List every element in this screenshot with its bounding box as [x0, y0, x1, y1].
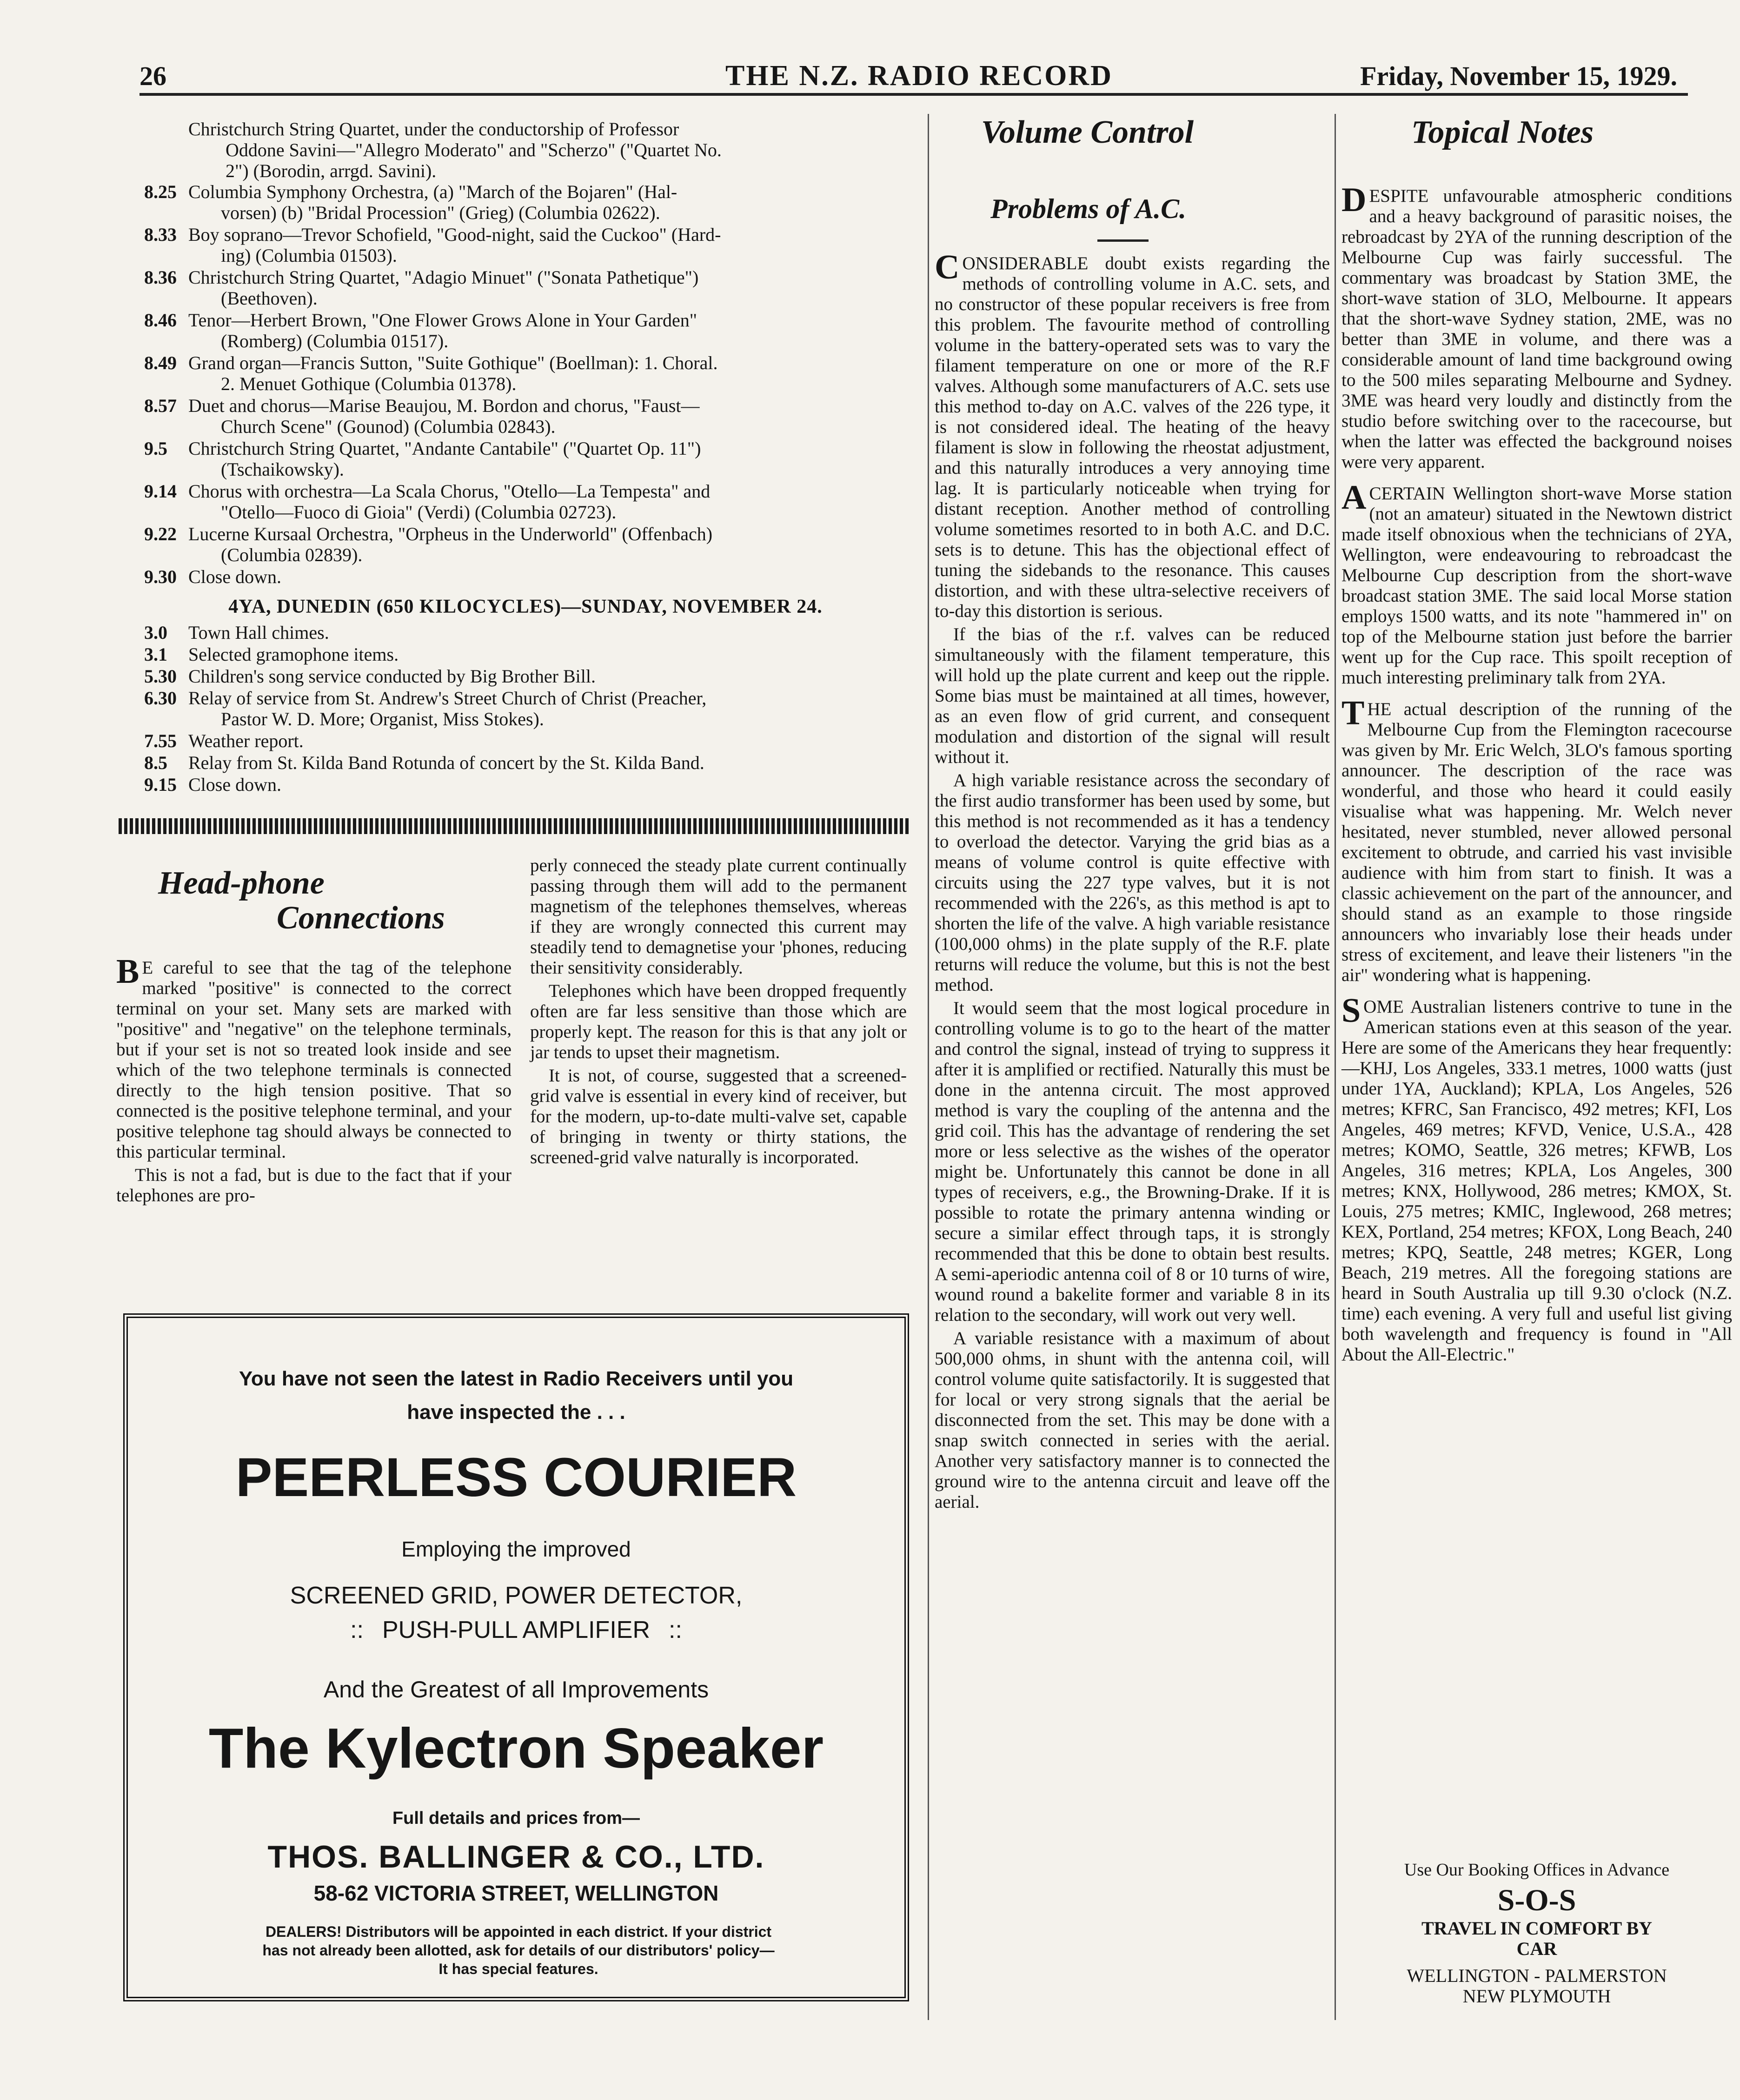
article-paragraph: This is not a fad, but is due to the fact that if your telephones are pro-	[116, 1165, 511, 1206]
program-description	[188, 438, 907, 480]
program-time: 9.30	[144, 566, 177, 587]
program-line: ing) (Columbia 01503).	[221, 245, 397, 266]
volume-title: Volume Control	[981, 114, 1194, 150]
program-description	[188, 688, 907, 729]
ad-greatest: And the Greatest of all Improvements	[323, 1676, 709, 1703]
drop-cap: A	[1342, 478, 1367, 517]
program-description	[188, 644, 907, 665]
program-line: (Romberg) (Columbia 01517).	[221, 331, 449, 351]
article-paragraph: It would seem that the most logical procedure in controlling volume is to go to the heart of the matter and control the signal, instead of trying to suppress it after it is amplified or rectified. Naturally this must be done in the antenna circuit. The most approved method is vary the coupling of the antenna and the grid coil. This has the advantage of rendering the set more or less selective as the wishes of the operator might be. Unfortunately this cannot be done in all types of receivers, e.g., the Browning-Drake. If it is possible to rotate the primary antenna winding or secure a similar effect through taps, it is strongly recommended that this be done to obtain best results. A semi-aperiodic antenna coil of 8 or 10 turns of wire, wound round a bakelite former and variable 8 in its relation to the secondary, will work out very well.	[935, 998, 1330, 1325]
article-paragraph: A variable resistance with a maximum of about 500,000 ohms, in shunt with the antenna coil, will control volume quite satisfactorily. It is suggested that for local or very strong signals that the aerial be disconnected from the set. This may be done with a snap switch connected in series with the aerial. Another very satisfactory manner is to connected the ground wire to the antenna circuit and leave off the aerial.	[935, 1328, 1330, 1512]
subtitle-rule	[1097, 239, 1149, 242]
ad-brand: PEERLESS COURIER	[235, 1447, 797, 1508]
ornamental-divider	[119, 818, 909, 834]
header-rule	[139, 93, 1688, 96]
drop-cap: T	[1342, 694, 1365, 732]
drop-cap: B	[116, 953, 139, 991]
program-time: 3.1	[144, 644, 167, 665]
program-description	[188, 352, 907, 394]
program-time: 9.14	[144, 481, 177, 502]
program-time: 8.25	[144, 181, 177, 202]
ad-address: 58-62 VICTORIA STREET, WELLINGTON	[313, 1881, 719, 1905]
topical-note: THE actual description of the running of the Melbourne Cup from the Flemington racecourse was given by Mr. Eric Welch, 3LO's famous sporting announcer. The description of the race was wonderful, and those who heard it could easily visualise what was happening. Mr. Welch never hesitated, never stumbled, never allowed personal excitement to obtrude, and carried his vast invisible audience with him from start to finish. It was a classic achievement on the part of the announcer, and should stand as an example to those ringside announcers who invariably lose their heads under stress of excitement, and leave their listeners "in the air" wondering what is happening.	[1342, 694, 1732, 985]
drop-cap: C	[935, 248, 960, 286]
program-line: Grand organ—Francis Sutton, "Suite Gothique" (Boellman): 1. Choral.	[188, 352, 718, 373]
program-line: Children's song service conducted by Big Brother Bill.	[188, 666, 596, 687]
program-line: Selected gramophone items.	[188, 644, 399, 665]
program-line: Christchurch String Quartet, "Andante Cantabile" ("Quartet Op. 11")	[188, 438, 701, 459]
program-time: 8.5	[144, 752, 167, 773]
program-entry	[144, 566, 907, 587]
program-time: 9.15	[144, 774, 177, 795]
sos-places-line: NEW PLYMOUTH	[1462, 1986, 1611, 2007]
program-line: Oddone Savini—"Allegro Moderato" and "Scherzo" ("Quartet No.	[226, 139, 722, 160]
program-description	[188, 566, 907, 587]
peerless-courier-advertisement	[123, 1313, 909, 2001]
program-line: Weather report.	[188, 730, 304, 751]
separator: ::	[669, 1616, 682, 1643]
article-paragraph: CONSIDERABLE doubt exists regarding the methods of controlling volume in A.C. sets, and no constructor of these popular receivers is free from this problem. The favourite method of controlling volume in the battery-operated sets was to vary the filament temperature on one or more of the R.F valves. Although some manufacturers of A.C. sets use this method to-day on A.C. valves of the 226 type, it is not considered ideal. The heating of the heavy filament is slow in following the rheostat adjustment, and this naturally introduces a very annoying time lag. It is particularly noticeable when trying for distant reception. Another method of controlling volume sometimes resorted to in both A.C. and D.C. sets is to detune. This has the objectional effect of tuning the sidebands to the resonance. This causes distortion, and with these ultra-selective receivers of to-day this distortion is serious.	[935, 248, 1330, 621]
program-description	[188, 395, 907, 437]
program-time: 8.49	[144, 352, 177, 373]
headphone-title-line1: Head-phone	[158, 865, 325, 901]
article-paragraph: It is not, of course, suggested that a screened-grid valve is essential in every kind of receiver, but for the modern, up-to-date multi-valve set, capable of bringing in twenty or thirty stations, the screened-grid valve naturally is incorporated.	[530, 1066, 907, 1167]
program-line: Close down.	[188, 774, 281, 795]
program-time: 8.33	[144, 224, 177, 245]
program-lead-in	[144, 119, 907, 181]
issue-date: Friday, November 15, 1929.	[1360, 61, 1677, 91]
program-listing	[144, 119, 907, 796]
sos-travel-line: CAR	[1516, 1938, 1557, 1959]
program-entries	[144, 622, 907, 795]
program-description	[188, 622, 907, 643]
program-time: 9.22	[144, 523, 177, 544]
program-description	[188, 310, 907, 351]
program-entry	[144, 644, 907, 665]
program-line: 2. Menuet Gothique (Columbia 01378).	[221, 373, 517, 394]
program-line: (Tschaikowsky).	[221, 459, 344, 480]
ad-features	[128, 1578, 904, 1647]
program-entry	[144, 310, 907, 351]
ad-dealers-line: has not already been allotted, ask for details of our distributors' policy—	[262, 1942, 775, 1959]
sos-advertisement	[1344, 1860, 1730, 2007]
headphone-column-1	[116, 953, 511, 1209]
program-description	[188, 523, 907, 565]
program-entry	[144, 438, 907, 480]
program-time: 8.46	[144, 310, 177, 331]
program-description	[188, 481, 907, 523]
ad-employing: Employing the improved	[401, 1537, 631, 1561]
program-line: Tenor—Herbert Brown, "One Flower Grows Alone in Your Garden"	[188, 310, 697, 331]
ad-speaker: The Kylectron Speaker	[208, 1716, 824, 1780]
topical-note: DESPITE unfavourable atmospheric conditions and a heavy background of parasitic noises, the rebroadcast by 2YA of the running description of the Melbourne Cup was fairly successful. The commentary was broadcast by Station 3ME, the short-wave station of 3LO, Melbourne. It appears that the short-wave Sydney station, 2ME, was no better than 3ME in volume, and there was a considerable amount of land time background owing to the 500 miles separating Melbourne and Sydney. 3ME was heard very loudly and distinctly from the studio before switching over to the racecourse, but when the latter was effected the background noises were very apparent.	[1342, 181, 1732, 472]
ad-feature-line: SCREENED GRID, POWER DETECTOR,	[290, 1582, 743, 1609]
program-line: 2") (Borodin, arrgd. Savini).	[226, 160, 437, 181]
headphone-column-2	[530, 855, 907, 1171]
ad-dealers-note	[170, 1922, 867, 1978]
program-entry	[144, 352, 907, 394]
ad-intro-line: have inspected the . . .	[407, 1401, 625, 1424]
publication-title: THE N.Z. RADIO RECORD	[725, 60, 1113, 92]
sos-travel	[1344, 1918, 1730, 1959]
headphone-title-line2: Connections	[277, 900, 445, 936]
station-heading: 4YA, DUNEDIN (650 KILOCYCLES)—SUNDAY, NOVEMBER 24.	[228, 596, 823, 617]
drop-cap: S	[1342, 992, 1361, 1030]
program-time: 9.5	[144, 438, 167, 459]
topical-body	[1342, 181, 1732, 1376]
program-time: 6.30	[144, 688, 177, 709]
program-description	[188, 181, 907, 223]
separator: ::	[350, 1616, 364, 1643]
program-description	[188, 752, 907, 773]
program-entry	[144, 523, 907, 565]
topical-note: ACERTAIN Wellington short-wave Morse station (not an amateur) situated in the Newtown district made itself obnoxious when the technicians of 2YA, Wellington, were endeavouring to rebroadcast the Melbourne Cup description from the short-wave broadcast station 3ME. The said local Morse station employs 1500 watts, and its note "hammered in" on top of the Melbourne station just before the barrier went up for the Cup race. This spoilt reception of much interesting preliminary talk from 2YA.	[1342, 478, 1732, 688]
program-line: Christchurch String Quartet, under the conductorship of Professor	[188, 119, 679, 139]
program-line: Church Scene" (Gounod) (Columbia 02843).	[221, 416, 556, 437]
column-divider	[1335, 114, 1336, 2020]
program-line: Christchurch String Quartet, "Adagio Minuet" ("Sonata Pathetique")	[188, 267, 699, 288]
program-description	[188, 224, 907, 266]
article-paragraph: If the bias of the r.f. valves can be reduced simultaneously with the filament temperature, this will hold up the plate current and keep out the ripple. Some bias must be maintained at all times, however, as an even flow of grid current, and consequent modulation and distortion of the signal will result without it.	[935, 624, 1330, 767]
ad-intro-line: You have not seen the latest in Radio Receivers until you	[239, 1367, 794, 1390]
program-time: 8.57	[144, 395, 177, 416]
article-paragraph: Telephones which have been dropped frequently often are far less sensitive than those which are properly kept. The reason for this is that any jolt or jar tends to upset their magnetism.	[530, 981, 907, 1062]
program-line: Town Hall chimes.	[188, 622, 329, 643]
program-time: 3.0	[144, 622, 167, 643]
sos-name: S-O-S	[1497, 1883, 1576, 1917]
program-line: (Beethoven).	[221, 288, 318, 309]
program-entry	[144, 267, 907, 309]
page-number: 26	[139, 61, 166, 91]
ad-feature-row	[128, 1613, 904, 1647]
program-line: Boy soprano—Trevor Schofield, "Good-night, said the Cuckoo" (Hard-	[188, 224, 721, 245]
program-line: Relay of service from St. Andrew's Street Church of Christ (Preacher,	[188, 688, 707, 709]
program-entries	[144, 181, 907, 587]
program-line: Columbia Symphony Orchestra, (a) "March of the Bojaren" (Hal-	[188, 181, 677, 202]
ad-company: THOS. BALLINGER & CO., LTD.	[267, 1839, 765, 1875]
program-entry	[144, 481, 907, 523]
sos-places	[1344, 1966, 1730, 2007]
topical-title: Topical Notes	[1411, 114, 1594, 150]
program-line: Pastor W. D. More; Organist, Miss Stokes).	[221, 709, 544, 729]
program-entry	[144, 666, 907, 687]
program-line: Relay from St. Kilda Band Rotunda of concert by the St. Kilda Band.	[188, 752, 704, 773]
program-line: (Columbia 02839).	[221, 544, 363, 565]
ad-intro	[128, 1362, 904, 1429]
volume-body	[935, 248, 1330, 1515]
program-description	[188, 730, 907, 751]
drop-cap: D	[1342, 181, 1367, 219]
ad-dealers-line: DEALERS! Distributors will be appointed in each district. If your district	[265, 1923, 772, 1940]
program-line: Duet and chorus—Marise Beaujou, M. Bordon and chorus, "Faust—	[188, 395, 700, 416]
program-description	[188, 666, 907, 687]
program-description	[188, 774, 907, 795]
ad-dealers-line: It has special features.	[438, 1961, 598, 1977]
program-time: 5.30	[144, 666, 177, 687]
program-line: vorsen) (b) "Bridal Procession" (Grieg) (Columbia 02622).	[221, 202, 660, 223]
article-paragraph: A high variable resistance across the secondary of the first audio transformer has been used by some, but this method is not recommended as it has a tendency to overload the detector. Varying the grid bias as a means of volume control is quite effective with circuits using the 227 type valves, but it is not recommended with the 226's, as this method is apt to shorten the life of the valve. A high variable resistance (100,000 ohms) in the plate supply of the R.F. plate returns will reduce the volume, but this is not the best method.	[935, 770, 1330, 995]
program-entry	[144, 622, 907, 643]
program-line: "Otello—Fuoco di Gioia" (Verdi) (Columbia 02723).	[221, 502, 617, 523]
program-entry	[144, 181, 907, 223]
volume-subtitle: Problems of A.C.	[990, 193, 1187, 224]
program-line: Chorus with orchestra—La Scala Chorus, "Otello—La Tempesta" and	[188, 481, 711, 502]
topical-note: SOME Australian listeners contrive to tune in the American stations even at this season of the year. Here are some of the Americans they hear frequently:—KHJ, Los Angeles, 333.1 metres, 1000 watts (just under 1YA, Auckland); KPLA, Los Angeles, 526 metres; KFRC, San Francisco, 492 metres; KFI, Los Angeles, 469 metres; KFVD, Venice, U.S.A., 428 metres; KOMO, Seattle, 326 metres; KFWB, Los Angeles, 316 metres; KPLA, Los Angeles, 300 metres; KNX, Hollywood, 286 metres; KMOX, St. Louis, 275 metres; KMIC, Inglewood, 268 metres; KEX, Portland, 254 metres; KFOX, Long Beach, 240 metres; KPQ, Seattle, 248 metres; KGER, Long Beach, 219 metres. All the foregoing stations are heard in South Australia up till 9.30 o'clock (N.Z. time) each evening. A very full and useful list giving both wavelength and frequency is found in "All About the All-Electric."	[1342, 992, 1732, 1365]
program-line: Close down.	[188, 566, 281, 587]
program-entry	[144, 730, 907, 751]
ad-full-details: Full details and prices from—	[392, 1809, 640, 1828]
ad-feature-line: PUSH-PULL AMPLIFIER	[382, 1616, 650, 1643]
program-line: Lucerne Kursaal Orchestra, "Orpheus in the Underworld" (Offenbach)	[188, 523, 713, 544]
sos-places-line: WELLINGTON - PALMERSTON	[1407, 1965, 1667, 1986]
sos-travel-line: TRAVEL IN COMFORT BY	[1421, 1918, 1653, 1939]
program-entry	[144, 224, 907, 266]
program-time: 8.36	[144, 267, 177, 288]
program-entry	[144, 752, 907, 773]
program-description	[188, 267, 907, 309]
article-paragraph: B E careful to see that the tag of the telephone marked "positive" is connected to the correct terminal on your set. Many sets are marked with "positive" and "negative" on the telephone terminals, but if your set is not so treated look inside and see which of the two telephone terminals is connected directly to the high tension positive. That so connected is the positive telephone terminal, and your positive telephone tag should always be connected to this particular terminal.	[116, 953, 511, 1162]
column-divider	[928, 114, 929, 2020]
program-entry	[144, 395, 907, 437]
sos-top-line: Use Our Booking Offices in Advance	[1404, 1860, 1670, 1880]
article-paragraph: perly conneced the steady plate current continually passing through them will add to the permanent magnetism of the telephones themselves, whereas if they are wrongly connected this current may steadily tend to demagnetise your 'phones, reducing their sensitivity considerably.	[530, 855, 907, 978]
program-entry	[144, 688, 907, 729]
program-time: 7.55	[144, 730, 177, 751]
program-entry	[144, 774, 907, 795]
